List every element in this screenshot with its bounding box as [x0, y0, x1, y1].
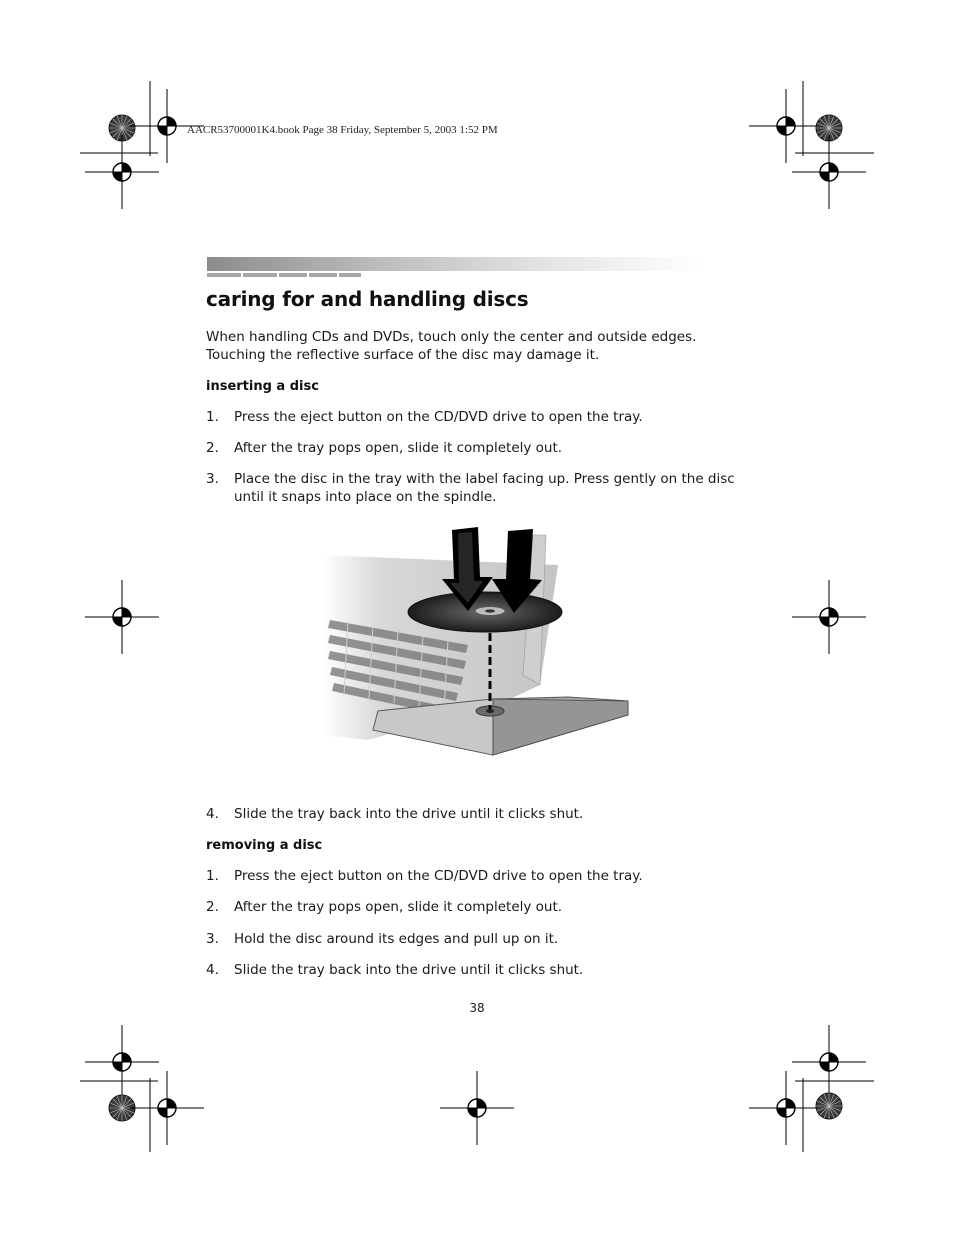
list-item — [206, 868, 746, 886]
intro-paragraph: When handling CDs and DVDs, touch only the center and outside edges. Touching the reflective surface of the disc may damage it. — [206, 329, 697, 363]
step-text: Slide the tray back into the drive until it clicks shut. — [234, 806, 584, 822]
list-item — [206, 471, 746, 506]
page-title: caring for and handling discs — [206, 287, 529, 311]
step-text: After the tray pops open, slide it completely out. — [234, 899, 563, 915]
step-text: Press the eject button on the CD/DVD drive to open the tray. — [234, 409, 643, 425]
step-text: After the tray pops open, slide it completely out. — [234, 440, 563, 456]
section-header-tabs — [207, 273, 363, 277]
list-item — [206, 962, 746, 980]
list-item — [206, 440, 746, 458]
print-slug-line: AACR53700001K4.book Page 38 Friday, September 5, 2003 1:52 PM — [187, 124, 498, 136]
page-number: 38 — [469, 1001, 485, 1015]
step-number: 1. — [206, 868, 219, 884]
list-item — [206, 806, 746, 824]
step-text: Hold the disc around its edges and pull up on it. — [234, 931, 559, 947]
step-number: 4. — [206, 962, 219, 978]
step-text: Place the disc in the tray with the label facing up. Press gently on the disc until it snaps into place on the spindle. — [234, 471, 735, 505]
step-number: 3. — [206, 931, 219, 947]
step-number: 3. — [206, 471, 219, 487]
subheading-removing: removing a disc — [206, 838, 323, 853]
step-number: 2. — [206, 440, 219, 456]
subheading-inserting: inserting a disc — [206, 379, 319, 394]
section-header-bar — [207, 257, 705, 271]
step-number: 4. — [206, 806, 219, 822]
disc-insert-illustration — [318, 525, 640, 780]
step-number: 2. — [206, 899, 219, 915]
list-item — [206, 899, 746, 917]
list-item — [206, 409, 746, 427]
step-text: Slide the tray back into the drive until it clicks shut. — [234, 962, 584, 978]
list-item — [206, 931, 746, 949]
step-number: 1. — [206, 409, 219, 425]
step-text: Press the eject button on the CD/DVD drive to open the tray. — [234, 868, 643, 884]
